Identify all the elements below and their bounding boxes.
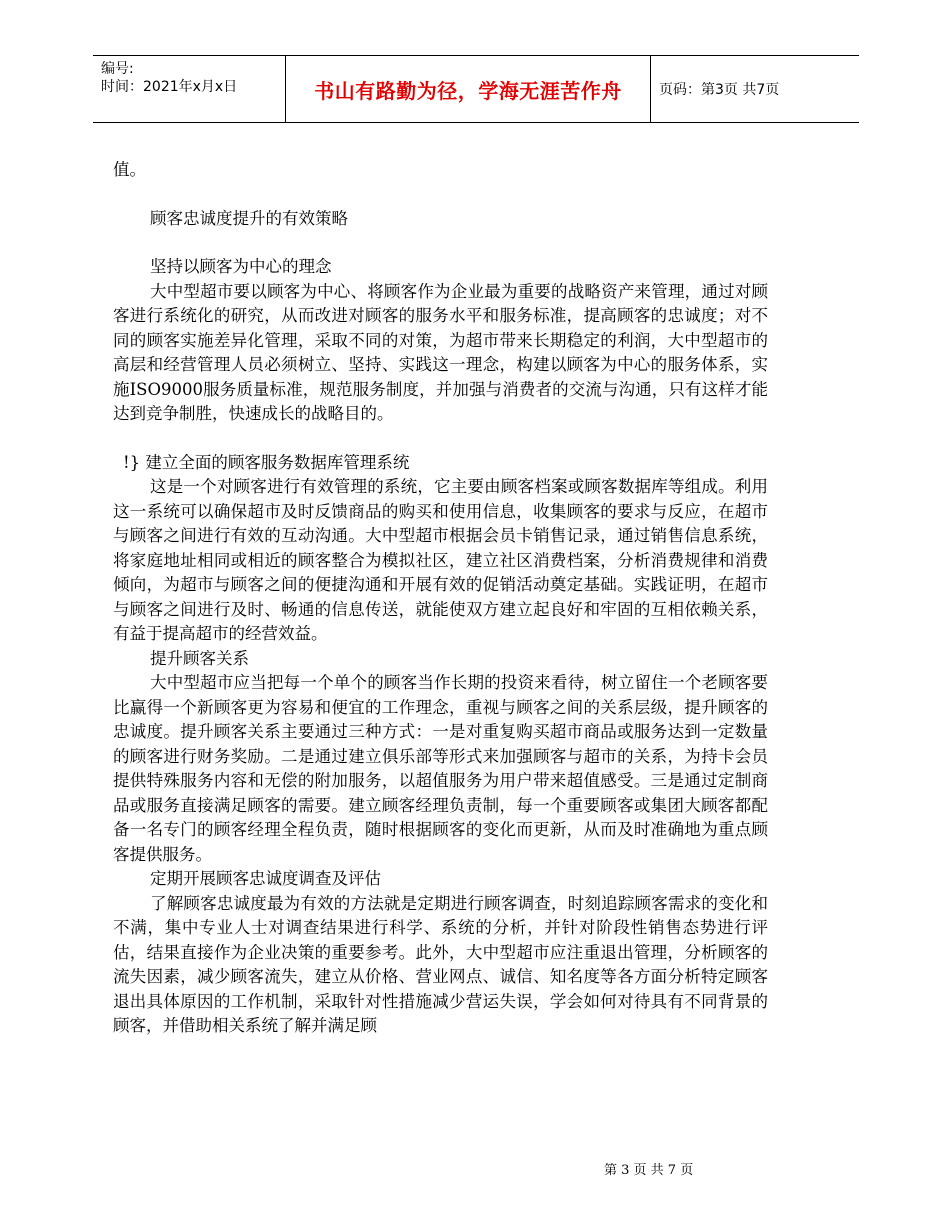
subheading-customer-relations: 提升顾客关系 — [150, 648, 249, 668]
header-meta — [101, 60, 237, 96]
page-header — [93, 55, 859, 123]
paragraph-continuation: 值。 — [113, 160, 146, 179]
subheading-loyalty-survey: 定期开展顾客忠诚度调查及评估 — [150, 869, 381, 888]
section-heading-strategy: 顾客忠诚度提升的有效策略 — [150, 208, 348, 228]
subheading-customer-centric: 坚持以顾客为中心的理念 — [150, 257, 332, 276]
page-footer: 第 3 页 共 7 页 — [604, 1163, 694, 1178]
subheading-database-system: !} 建立全面的顾客服务数据库管理系统 — [123, 452, 410, 472]
paragraph-customer-centric: 大中型超市要以顾客为中心、将顾客作为企业最为重要的战略资产来管理，通过对顾客进行系统化的研究，从而改进对顾客的服务水平和服务标准，提高顾客的忠诚度；对不同的顾客实施差异化管理，采取不同的对策，为超市带来长期稳定的利润，大中型超市的高层和经营管理人员必须树立、坚持、实践这一理念，构建以顾客为中心的服务体系，实施ISO9000服务质量标准，规范服务制度，并加强与消费者的交流与沟通，只有这样才能达到竞争制胜，快速成长的战略目的。 — [113, 281, 768, 423]
paragraph-loyalty-survey: 了解顾客忠诚度最为有效的方法就是定期进行顾客调查，时刻追踪顾客需求的变化和不满，集中专业人士对调查结果进行科学、系统的分析，并针对阶段性销售态势进行评估，结果直接作为企业决策的重要参考。此外，大中型超市应注重退出管理，分析顾客的流失因素，减少顾客流失，建立从价格、营业网点、诚信、知名度等各方面分析特定顾客退出具体原因的工作机制，采取针对性措施减少营运失误，学会如何对待具有不同背景的顾客，并借助相关系统了解并满足顾 — [113, 893, 768, 1035]
document-number-label: 编号: — [101, 61, 134, 77]
paragraph-database-system: 这是一个对顾客进行有效管理的系统，它主要由顾客档案或顾客数据库等组成。利用这一系统可以确保超市及时反馈商品的购买和使用信息，收集顾客的要求与反应，在超市与顾客之间进行有效的互动沟通。大中型超市根据会员卡销售记录，通过销售信息系统，将家庭地址相同或相近的顾客整合为模拟社区，建立社区消费档案，分析消费规律和消费倾向，为超市与顾客之间的便捷沟通和开展有效的促销活动奠定基础。实践证明，在超市与顾客之间进行及时、畅通的信息传送，就能使双方建立起良好和牢固的互相依赖关系，有益于提高超市的经营效益。 — [113, 477, 768, 643]
document-body — [113, 158, 768, 1039]
header-page-info: 页码：第3页 共7页 — [659, 82, 780, 98]
document-time-label: 时间：2021年x月x日 — [101, 79, 238, 95]
header-motto: 书山有路勤为径，学海无涯苦作舟 — [285, 56, 651, 122]
paragraph-customer-relations: 大中型超市应当把每一个单个的顾客当作长期的投资来看待，树立留住一个老顾客要比赢得一个新顾客更为容易和便宜的工作理念，重视与顾客之间的关系层级，提升顾客的忠诚度。提升顾客关系主要通过三种方式：一是对重复购买超市商品或服务达到一定数量的顾客进行财务奖励。二是通过建立俱乐部等形式来加强顾客与超市的关系，为持卡会员提供特殊服务内容和无偿的附加服务，以超值服务为用户带来超值感受。三是通过定制商品或服务直接满足顾客的需要。建立顾客经理负责制，每一个重要顾客或集团大顾客都配备一名专门的顾客经理全程负责，随时根据顾客的变化而更新，从而及时准确地为重点顾客提供服务。 — [113, 673, 768, 864]
